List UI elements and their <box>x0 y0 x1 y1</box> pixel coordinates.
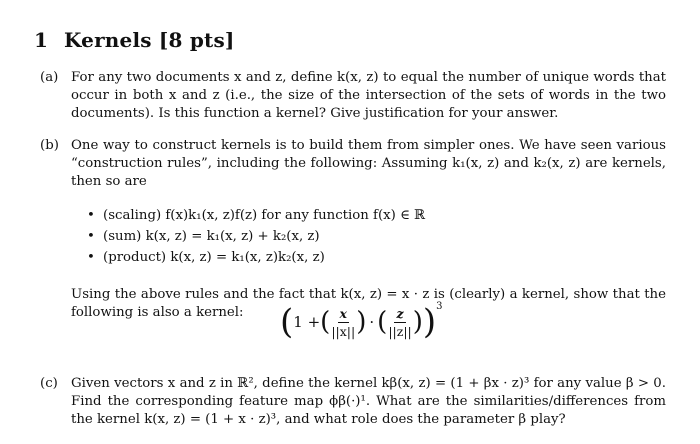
formula-dot: · <box>369 313 375 331</box>
formula-right-close-paren: ) <box>412 307 423 337</box>
formula-left-close-paren: ) <box>356 307 367 337</box>
rule-product: • (product) k(x, z) = k₁(x, z)k₂(x, z) <box>87 247 666 268</box>
fraction-x-numerator: x <box>339 305 347 321</box>
part-b-using-text: Using the above rules and the fact that k(x, z) = x · z is (clearly) a kernel, show that the following is also a kernel: <box>71 287 666 320</box>
part-b-intro: One way to construct kernels is to build them from simpler ones. We have seen various “construction rules”, including the following: Assuming k₁(x, z) and k₂(x, z) are kernels, then so are <box>71 138 666 189</box>
formula-right-open-paren: ( <box>377 307 388 337</box>
section-heading <box>34 28 235 52</box>
fraction-z-normalized <box>388 306 411 339</box>
question-part-a <box>40 69 666 123</box>
bullet-icon: • <box>87 250 95 265</box>
fraction-z-numerator: z <box>396 305 404 321</box>
kernel-formula <box>280 300 443 344</box>
formula-exponent: 3 <box>436 300 443 312</box>
fraction-x-normalized <box>331 306 355 339</box>
formula-open-paren: ( <box>280 302 294 342</box>
rule-scaling: • (scaling) f(x)k₁(x, z)f(z) for any function f(x) ∈ ℝ <box>87 205 666 226</box>
formula-one-plus: 1 + <box>293 313 321 331</box>
bullet-icon: • <box>87 208 95 223</box>
rule-sum: • (sum) k(x, z) = k₁(x, z) + k₂(x, z) <box>87 226 666 247</box>
part-b-label: (b) <box>40 138 59 153</box>
part-a-text: For any two documents x and z, define k(x, z) to equal the number of unique words that occur in both x and z (i.e., the size of the intersection of the sets of words in the two documents). Is this function a kernel? Give justification for your answer. <box>71 70 666 121</box>
question-part-c <box>40 375 666 429</box>
construction-rules-list <box>71 205 666 268</box>
section-title: Kernels [8 pts] <box>64 28 235 52</box>
part-c-text: Given vectors x and z in ℝ², define the kernel kβ(x, z) = (1 + βx · z)³ for any value β > 0. Find the corresponding feature map ϕβ(·)¹. What are the similarities/differences from the kernel k(x, z) = (1 + x · z)³, and what role does the parameter β play? <box>71 376 666 427</box>
fraction-z-denominator: ||z|| <box>388 323 412 339</box>
formula-close-paren: ) <box>422 302 437 342</box>
part-c-label: (c) <box>40 376 58 391</box>
section-number: 1 <box>34 28 49 52</box>
part-a-label: (a) <box>40 70 59 85</box>
question-part-b <box>40 137 666 322</box>
fraction-x-denominator: ||x|| <box>331 323 356 339</box>
formula-left-open-paren: ( <box>320 307 331 337</box>
bullet-icon: • <box>87 229 95 244</box>
